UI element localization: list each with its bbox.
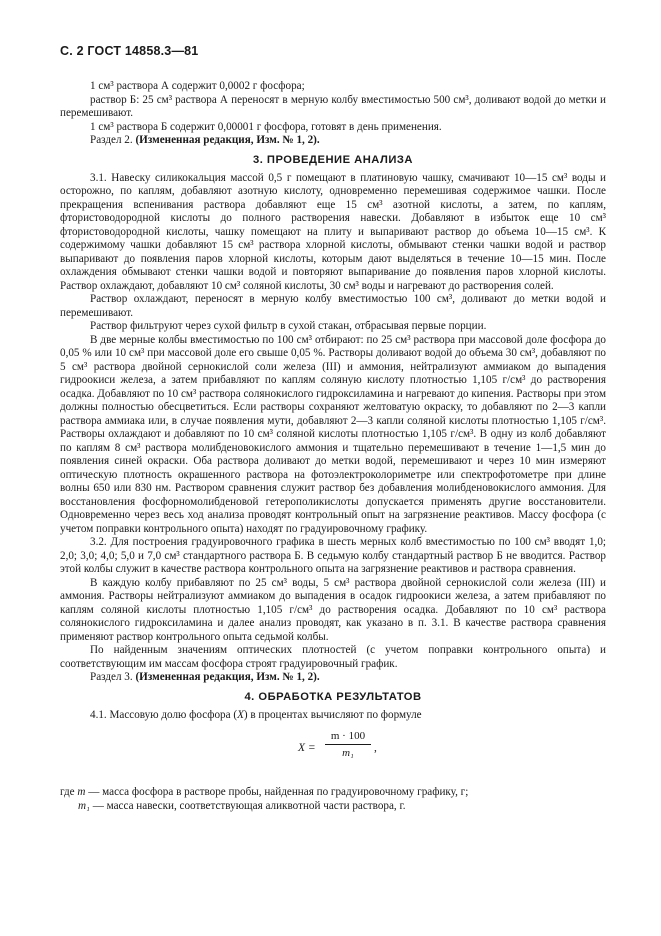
paragraph-3-1-b: Раствор охлаждают, переносят в мерную колбу вместимостью 100 см³, доливают до метки водой и перемешивают. bbox=[60, 293, 606, 319]
intro-line-3: 1 см³ раствора Б содержит 0,00001 г фосфора, готовят в день применения. bbox=[90, 120, 442, 133]
formula-denominator: m₁ bbox=[342, 747, 354, 759]
definition-m bbox=[60, 786, 606, 800]
paragraph-4-1-text-a: 4.1. Массовую долю фосфора ( bbox=[90, 708, 238, 721]
intro-line-2: раствор Б: 25 см³ раствора А переносят в мерную колбу вместимостью 500 см³, доливают водой до метки и перемешивают. bbox=[60, 93, 606, 119]
intro-block bbox=[60, 80, 606, 148]
paragraph-3-2: 3.2. Для построения градуировочного графика в шесть мерных колб вместимостью по 100 см³ вводят 1,0; 2,0; 3,0; 4,0; 5,0 и 7,0 см³ стандартного раствора Б. В седьмую колбу стандартный раствор Б не вводится. Раствор этой колбы служит в качестве раствора контрольного опыта на загрязнение реактивов и раствора сравнения. bbox=[60, 536, 606, 575]
variable-x: X bbox=[237, 708, 244, 721]
variable-definitions bbox=[60, 786, 606, 813]
edit-note-text: (Измененная редакция, Изм. № 1, 2). bbox=[135, 671, 320, 683]
paragraph-3-1-d: В две мерные колбы вместимостью по 100 см³ отбирают: по 25 см³ раствора при массовой доле фосфора до 0,05 % или 10 см³ при массовой доле его свыше 0,05 %. Растворы доливают водой до объема 30 см³, добавляют по 5 см³ раствора двойной сернокислой соли железа (III) и аммония, нейтрализуют аммиаком до выпадения гидроокиси железа, а затем прибавляют по каплям соляную кислоту плотностью 1,105 г/см³ до растворения осадка. Добавляют по 10 см³ раствора солянокислого гидроксиламина и нагревают до кипения. Растворы при этом должны полностью обесцветиться. Если растворы сохраняют желтоватую окраску, то добавляют по 2—3 капли раствора аммиака или, в случае появления мути, добавляют 2—3 капли соляной кислоты плотностью 1,105 г/см³. Растворы охлаждают и добавляют по 10 см³ соляной кислоты плотностью 1,105 г/см³. В одну из колб добавляют по каплям 8 см³ раствора молибденовокислого аммония и тщательно перемешивают в течение 1—1,5 мин до появления синей окраски. Оба раствора доливают до метки водой, перемешивают и через 10 мин измеряют оптическую плотность окрашенного раствора на фотоэлектроколориметре или спектрофотометре при длине волны 650 или 830 нм. Раствором сравнения служит раствор без добавления молибденовокислого аммония. Для восстановления фосфорномолибденовой гетерополикислоты допускается применять другие восстановители. Одновременно через весь ход анализа проводят контрольный опыт на загрязнение реактивов. Массу фосфора (с учетом поправки контрольного опыта) находят по градуировочному графику. bbox=[60, 333, 607, 535]
definition-lead: где bbox=[60, 786, 78, 798]
edit-note-prefix: Раздел 3. bbox=[90, 671, 133, 683]
edit-note-text: (Измененная редакция, Изм. № 1, 2). bbox=[135, 134, 320, 146]
definition-m1 bbox=[60, 800, 606, 814]
section-4-title: 4. ОБРАБОТКА РЕЗУЛЬТАТОВ bbox=[244, 690, 422, 703]
formula-numerator: m · 100 bbox=[330, 730, 366, 742]
formula-tail: , bbox=[374, 742, 377, 754]
definition-symbol: m bbox=[77, 786, 86, 798]
formula bbox=[60, 730, 606, 772]
definition-text: — масса фосфора в растворе пробы, найденная по градуировочному графику, г; bbox=[85, 786, 469, 798]
document-page bbox=[60, 44, 606, 813]
paragraph-3-1-c: Раствор фильтруют через сухой фильтр в сухой стакан, отбрасывая первые порции. bbox=[90, 320, 487, 332]
fraction-bar bbox=[325, 744, 371, 745]
paragraph-3-2-c: По найденным значениям оптических плотностей (с учетом поправки контрольного опыта) и соответствующим им массам фосфора строят градуировочный график. bbox=[60, 644, 606, 670]
paragraph-3-1: 3.1. Навеску силикокальция массой 0,5 г помещают в платиновую чашку, смачивают 10—15 см³ воды и осторожно, по каплям, добавляют азотную кислоту, одновременно перемешивая содержимое чашки. После прекращения вспенивания раствора добавляют еще 15 см³ азотной кислоты, а затем, по каплям, фтористоводородной кислоты до полного растворения навески. Добавляют в избыток еще 10 см³ фтористоводородной кислоты, чашку помещают на плиту и выпаривают раствор до объема 10—15 см³. К содержимому чашки добавляют 15 см³ раствора хлорной кислоты, обмывают стенки чашки водой и раствор выпаривают до появления паров хлорной кислоты, которым дают выделяться в течение 10—15 мин. После охлаждения обмывают стенки чашки водой и повторяют выпаривание до появления паров хлорной кислоты. Раствор охлаждают, добавляют 10 см³ соляной кислоты, 30 см³ воды и нагревают до растворения солей. bbox=[60, 171, 606, 292]
paragraph-3-2-b: В каждую колбу прибавляют по 25 см³ воды, 5 см³ раствора двойной сернокислой соли железа (III) и аммония. Растворы нейтрализуют аммиаком до выпадения в осадок гидроокиси железа, а затем прибавляют по каплям соляной кислоты плотностью 1,105 г/см³ до растворения осадка. Добавляют по 10 см³ раствора солянокислого гидроксиламина и далее анализ проводят, как указано в п. 3.1. В качестве раствора сравнения применяют раствор контрольного опыта седьмой колбы. bbox=[60, 576, 606, 643]
paragraph-4-1-text-b: ) в процентах вычисляют по формуле bbox=[243, 708, 422, 721]
formula-fraction bbox=[325, 730, 371, 759]
section-3-body bbox=[60, 172, 606, 685]
section-3-title: 3. ПРОВЕДЕНИЕ АНАЛИЗА bbox=[252, 153, 413, 166]
definition-symbol: m₁ bbox=[78, 799, 90, 812]
edit-note-section-2 bbox=[60, 134, 606, 148]
intro-line-1: 1 см³ раствора А содержит 0,0002 г фосфора; bbox=[90, 80, 305, 92]
page-header: С. 2 ГОСТ 14858.3—81 bbox=[60, 44, 199, 58]
edit-note-section-3 bbox=[60, 671, 606, 685]
definition-text: — масса навески, соответствующая аликвотной части раствора, г. bbox=[89, 799, 406, 812]
formula-lhs: X = bbox=[298, 742, 316, 754]
paragraph-4-1 bbox=[60, 709, 606, 723]
edit-note-prefix: Раздел 2. bbox=[90, 134, 133, 146]
